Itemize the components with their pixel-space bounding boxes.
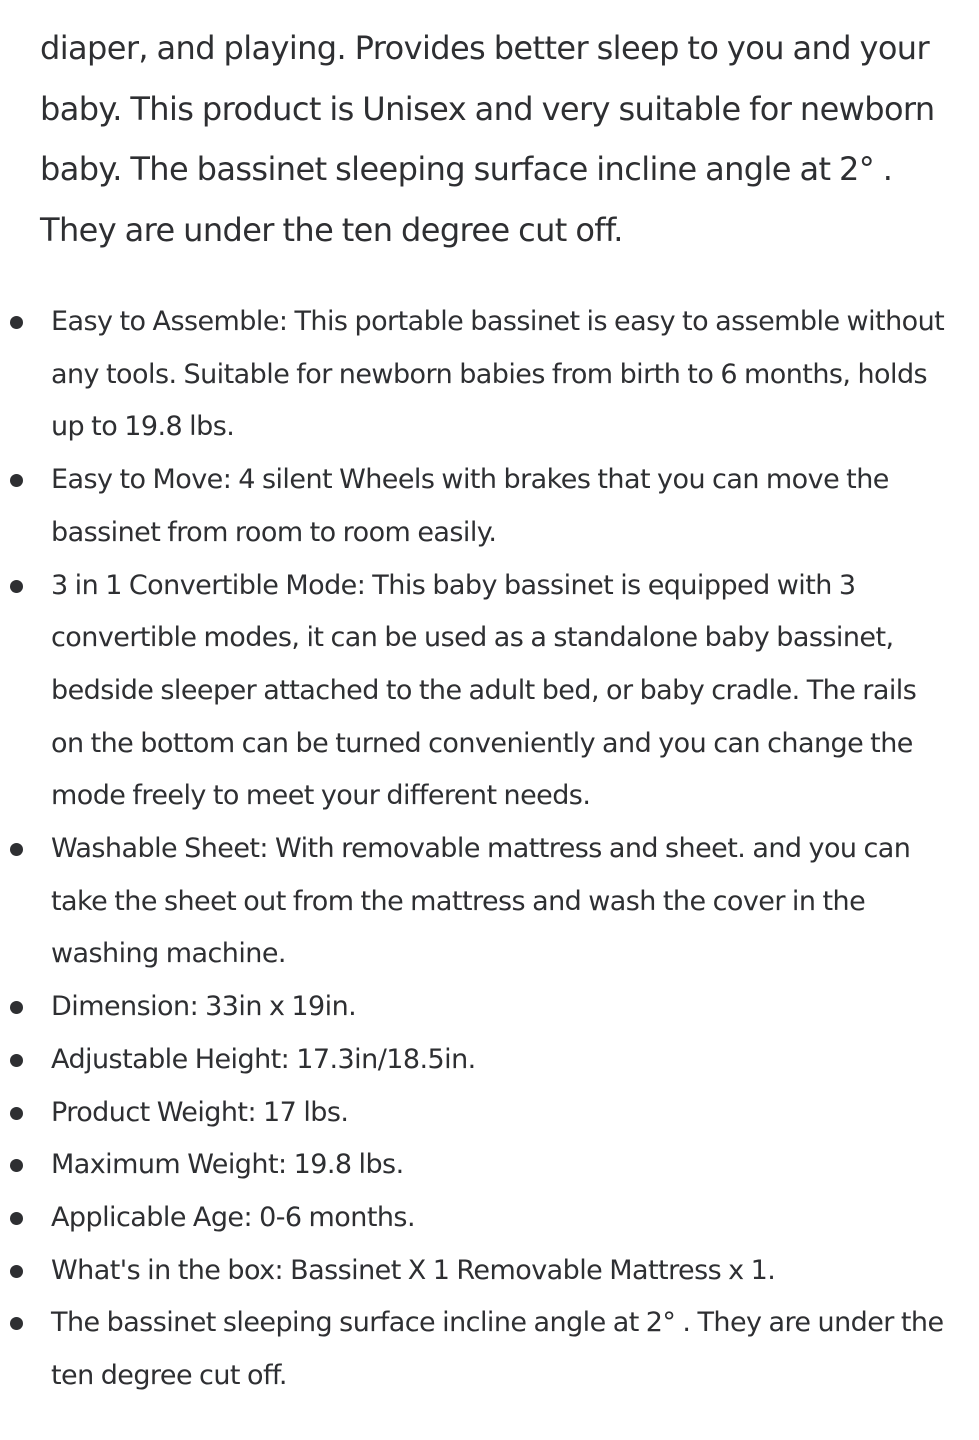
bullet-icon bbox=[10, 843, 23, 856]
feature-item bbox=[0, 296, 979, 454]
feature-text: Maximum Weight: 19.8 lbs. bbox=[51, 1149, 404, 1181]
feature-text: Dimension: 33in x 19in. bbox=[51, 991, 357, 1023]
bullet-icon bbox=[10, 316, 23, 329]
feature-text: The bassinet sleeping surface incline angle at 2° . They are under the ten degree cut off. bbox=[51, 1307, 944, 1392]
feature-item bbox=[0, 1034, 979, 1087]
feature-text: What's in the box: Bassinet X 1 Removable Mattress x 1. bbox=[51, 1254, 776, 1286]
feature-item bbox=[0, 823, 979, 981]
feature-item bbox=[0, 560, 979, 824]
bullet-icon bbox=[10, 1317, 23, 1330]
bullet-icon bbox=[10, 1054, 23, 1067]
feature-item bbox=[0, 1245, 979, 1298]
feature-text: 3 in 1 Convertible Mode: This baby bassinet is equipped with 3 convertible modes, it can be used as a standalone baby bassinet, bedside sleeper attached to the adult bed, or baby cradle. The rails on the bottom can be turned conveniently and you can change the mode freely to meet your different needs. bbox=[51, 569, 917, 812]
feature-item bbox=[0, 981, 979, 1034]
feature-item bbox=[0, 1297, 979, 1402]
feature-text: Product Weight: 17 lbs. bbox=[51, 1096, 349, 1128]
description-intro-text: diaper, and playing. Provides better sleep to you and your baby. This product is Unisex and very suitable for newborn baby. The bassinet sleeping surface incline angle at 2° . They are under the ten degree cut off. bbox=[40, 29, 935, 249]
feature-list bbox=[0, 296, 979, 1403]
bullet-icon bbox=[10, 1001, 23, 1014]
feature-text: Easy to Assemble: This portable bassinet is easy to assemble without any tools. Suitable for newborn babies from birth to 6 months, holds up to 19.8 lbs. bbox=[51, 306, 945, 443]
bullet-icon bbox=[10, 1265, 23, 1278]
bullet-icon bbox=[10, 474, 23, 487]
feature-item bbox=[0, 454, 979, 559]
bullet-icon bbox=[10, 1107, 23, 1120]
feature-item bbox=[0, 1192, 979, 1245]
feature-text: Washable Sheet: With removable mattress and sheet. and you can take the sheet out from the mattress and wash the cover in the washing machine. bbox=[51, 833, 911, 970]
bullet-icon bbox=[10, 580, 23, 593]
feature-text: Easy to Move: 4 silent Wheels with brakes that you can move the bassinet from room to room easily. bbox=[51, 464, 889, 548]
feature-text: Applicable Age: 0-6 months. bbox=[51, 1201, 415, 1233]
feature-item bbox=[0, 1139, 979, 1192]
feature-item bbox=[0, 1087, 979, 1140]
bullet-icon bbox=[10, 1212, 23, 1225]
bullet-icon bbox=[10, 1159, 23, 1172]
feature-text: Adjustable Height: 17.3in/18.5in. bbox=[51, 1043, 476, 1075]
